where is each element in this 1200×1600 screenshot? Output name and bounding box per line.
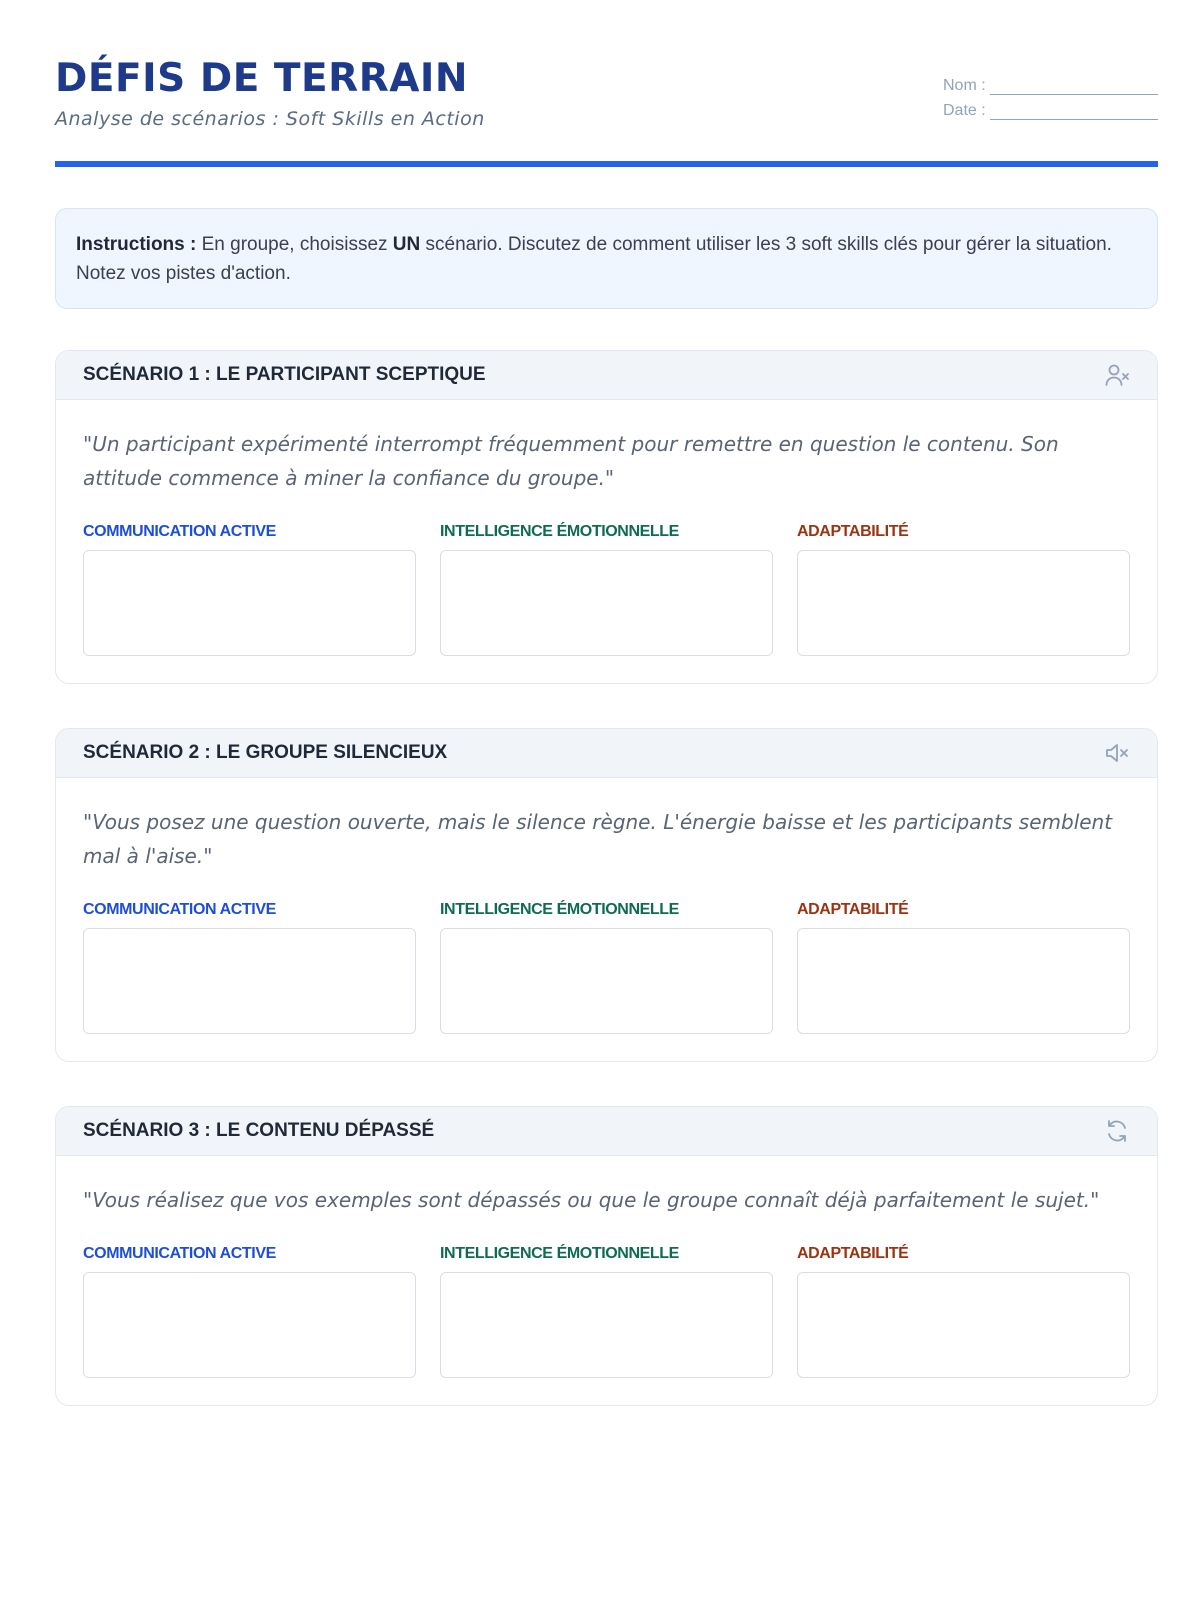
scenario-quote: "Vous réalisez que vos exemples sont dépassés ou que le groupe connaît déjà parfaitement le sujet." <box>83 1188 1100 1212</box>
scenario-title: SCÉNARIO 2 : LE GROUPE SILENCIEUX <box>83 742 448 763</box>
header-divider <box>55 161 1158 167</box>
instructions-part1: En groupe, choisissez <box>201 234 388 255</box>
skill-emotional <box>440 1245 773 1378</box>
user-x-icon <box>1103 361 1131 389</box>
refresh-icon <box>1103 1117 1131 1145</box>
name-date-fields <box>943 70 1158 120</box>
answer-box-adaptability[interactable] <box>797 928 1130 1034</box>
page-title: DÉFIS DE TERRAIN <box>55 56 469 101</box>
scenario-quote: "Vous posez une question ouverte, mais le silence règne. L'énergie baisse et les participants semblent mal à l'aise." <box>83 810 1113 868</box>
instructions-emphasis: UN <box>392 234 421 255</box>
volume-mute-icon <box>1103 739 1131 767</box>
name-label: Nom : <box>943 77 986 94</box>
scenario-title: SCÉNARIO 1 : LE PARTICIPANT SCEPTIQUE <box>83 364 486 385</box>
skill-emotional <box>440 901 773 1034</box>
skills-row <box>83 523 1130 656</box>
scenario-quote: "Un participant expérimenté interrompt fréquemment pour remettre en question le contenu. Son attitude commence à miner la confiance du groupe." <box>83 432 1059 490</box>
answer-box-emotional[interactable] <box>440 550 773 656</box>
instructions-box <box>55 208 1158 309</box>
scenario-body <box>56 400 1157 683</box>
date-label: Date : <box>943 102 986 119</box>
answer-box-adaptability[interactable] <box>797 1272 1130 1378</box>
skill-adaptability <box>797 1245 1130 1378</box>
scenario-card-3 <box>55 1106 1158 1406</box>
scenario-body <box>56 1156 1157 1405</box>
skill-communication <box>83 901 416 1034</box>
skill-label-communication: COMMUNICATION ACTIVE <box>83 523 276 540</box>
instructions-lead: Instructions : <box>76 234 197 255</box>
skill-label-emotional: INTELLIGENCE ÉMOTIONNELLE <box>440 523 679 540</box>
worksheet-page <box>55 0 1158 1262</box>
answer-box-emotional[interactable] <box>440 1272 773 1378</box>
scenario-card-1 <box>55 350 1158 684</box>
skill-emotional <box>440 523 773 656</box>
skill-label-adaptability: ADAPTABILITÉ <box>797 523 909 540</box>
date-line[interactable] <box>990 105 1158 120</box>
scenario-header <box>56 351 1157 400</box>
skill-label-communication: COMMUNICATION ACTIVE <box>83 1245 276 1262</box>
scenario-header <box>56 1107 1157 1156</box>
skills-row <box>83 901 1130 1034</box>
instructions-part2: scénario. Discutez de comment utiliser les 3 soft skills clés pour gérer la situation. Notez vos pistes d'action. <box>76 234 1112 284</box>
skill-label-adaptability: ADAPTABILITÉ <box>797 901 909 918</box>
scenario-header <box>56 729 1157 778</box>
skill-label-adaptability: ADAPTABILITÉ <box>797 1245 909 1262</box>
skill-adaptability <box>797 901 1130 1034</box>
date-field[interactable] <box>943 95 1158 120</box>
skill-communication <box>83 1245 416 1378</box>
scenario-body <box>56 778 1157 1061</box>
answer-box-communication[interactable] <box>83 1272 416 1378</box>
skill-label-emotional: INTELLIGENCE ÉMOTIONNELLE <box>440 1245 679 1262</box>
answer-box-emotional[interactable] <box>440 928 773 1034</box>
scenario-card-2 <box>55 728 1158 1062</box>
skills-row <box>83 1245 1130 1378</box>
name-field[interactable] <box>943 70 1158 95</box>
answer-box-adaptability[interactable] <box>797 550 1130 656</box>
scenario-title: SCÉNARIO 3 : LE CONTENU DÉPASSÉ <box>83 1120 435 1141</box>
skill-adaptability <box>797 523 1130 656</box>
answer-box-communication[interactable] <box>83 928 416 1034</box>
answer-box-communication[interactable] <box>83 550 416 656</box>
skill-label-emotional: INTELLIGENCE ÉMOTIONNELLE <box>440 901 679 918</box>
skill-label-communication: COMMUNICATION ACTIVE <box>83 901 276 918</box>
header <box>55 0 1158 168</box>
name-line[interactable] <box>990 80 1158 95</box>
page-subtitle: Analyse de scénarios : Soft Skills en Action <box>55 108 485 130</box>
skill-communication <box>83 523 416 656</box>
